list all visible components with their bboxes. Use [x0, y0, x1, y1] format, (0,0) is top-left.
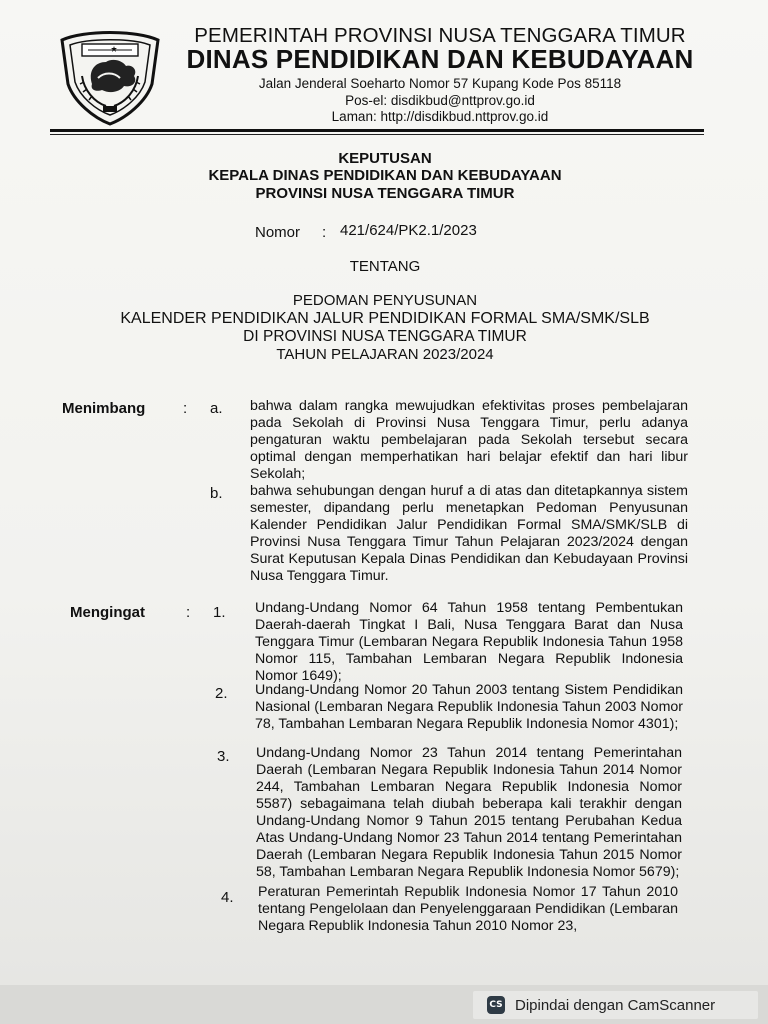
subject-line-2: KALENDER PENDIDIKAN JALUR PENDIDIKAN FORMAL SMA/SMK/SLB [120, 310, 650, 327]
mengingat-item-3-marker: 3. [217, 748, 230, 765]
mengingat-colon: : [186, 604, 191, 621]
letterhead-divider-thin [50, 134, 704, 135]
menimbang-colon: : [183, 400, 188, 417]
nomor-colon: : [322, 224, 327, 241]
mengingat-item-1-marker: 1. [213, 604, 226, 621]
subject-line-3: DI PROVINSI NUSA TENGGARA TIMUR [243, 328, 527, 345]
subject-line-4: TAHUN PELAJARAN 2023/2024 [276, 346, 494, 363]
decree-issuer: KEPALA DINAS PENDIDIKAN DAN KEBUDAYAAN [208, 167, 562, 184]
letterhead-department: DINAS PENDIDIKAN DAN KEBUDAYAAN [186, 44, 694, 74]
mengingat-label: Mengingat [70, 604, 145, 621]
menimbang-item-a-text: bahwa dalam rangka mewujudkan efektivitas proses pembelajaran pada Sekolah di Provinsi Nusa Tenggara Timur, perlu adanya pengaturan waktu pembelajaran pada Sekolah tersebut secara optimal dengan memperhatikan hari belajar efektif dan hari libur Sekolah; [250, 398, 688, 482]
letterhead-address: Jalan Jenderal Soeharto Nomor 57 Kupang Kode Pos 85118 [258, 76, 622, 91]
mengingat-item-3-text: Undang-Undang Nomor 23 Tahun 2014 tentang Pemerintahan Daerah (Lembaran Negara Republik Indonesia Tahun 2014 Nomor 244, Tambahan Lembaran Negara Republik Indonesia Nomor 5587) sebagaimana telah diubah beberapa kali terakhir dengan Undang-Undang Nomor 9 Tahun 2015 tentang Perubahan Kedua Atas Undang-Undang Nomor 23 Tahun 2014 tentang Pemerintahan Daerah (Lembaran Negara Republik Indonesia Tahun 2015 Nomor 58, Tambahan Lembaran Negara Republik Indonesia Nomor 5679); [256, 745, 682, 880]
nomor-value: 421/624/PK2.1/2023 [340, 222, 477, 239]
nomor-label: Nomor [255, 224, 301, 241]
camscanner-icon: CS [487, 996, 505, 1014]
provincial-crest-icon [54, 18, 166, 128]
mengingat-item-2-text: Undang-Undang Nomor 20 Tahun 2003 tentang Sistem Pendidikan Nasional (Lembaran Negara Republik Indonesia Tahun 2003 Nomor 78, Tambahan Lembaran Negara Republik Indonesia Nomor 4301); [255, 682, 683, 732]
letterhead-website: Laman: http://disdikbud.nttprov.go.id [331, 109, 549, 124]
subject-line-1: PEDOMAN PENYUSUNAN [292, 292, 478, 309]
decree-title: KEPUTUSAN [338, 150, 432, 167]
mengingat-item-2-marker: 2. [215, 685, 228, 702]
letterhead-divider-thick [50, 129, 704, 132]
camscanner-badge [473, 991, 758, 1019]
camscanner-text: Dipindai dengan CamScanner [515, 996, 716, 1014]
menimbang-item-a-marker: a. [210, 400, 223, 417]
letterhead-government: PEMERINTAH PROVINSI NUSA TENGGARA TIMUR [194, 24, 686, 47]
mengingat-item-4-marker: 4. [221, 889, 234, 906]
menimbang-label: Menimbang [62, 400, 146, 417]
menimbang-item-b-marker: b. [210, 485, 223, 502]
letterhead-email: Pos-el: disdikbud@nttprov.go.id [345, 93, 535, 108]
mengingat-item-1-text: Undang-Undang Nomor 64 Tahun 1958 tentang Pembentukan Daerah-daerah Tingkat I Bali, Nusa Tenggara Barat dan Nusa Tenggara Timur (Lembaran Negara Republik Indonesia Tahun 1958 Nomor 115, Tambahan Lembaran Negara Republik Indonesia Nomor 1649); [255, 600, 683, 684]
menimbang-item-b-text: bahwa sehubungan dengan huruf a di atas dan ditetapkannya sistem semester, dipandang perlu menetapkan Pedoman Penyusunan Kalender Pendidikan Jalur Pendidikan Formal SMA/SMK/SLB di Provinsi Nusa Tenggara Timur Tahun Pelajaran 2023/2024 dengan Surat Keputusan Kepala Dinas Pendidikan dan Kebudayaan Provinsi Nusa Tenggara Timur. [250, 483, 688, 584]
decree-province: PROVINSI NUSA TENGGARA TIMUR [255, 185, 515, 202]
mengingat-item-4-text: Peraturan Pemerintah Republik Indonesia Nomor 17 Tahun 2010 tentang Pengelolaan dan Penyelenggaraan Pendidikan (Lembaran Negara Republik Indonesia Tahun 2010 Nomor 23, [258, 884, 678, 934]
tentang-heading: TENTANG [349, 258, 421, 275]
